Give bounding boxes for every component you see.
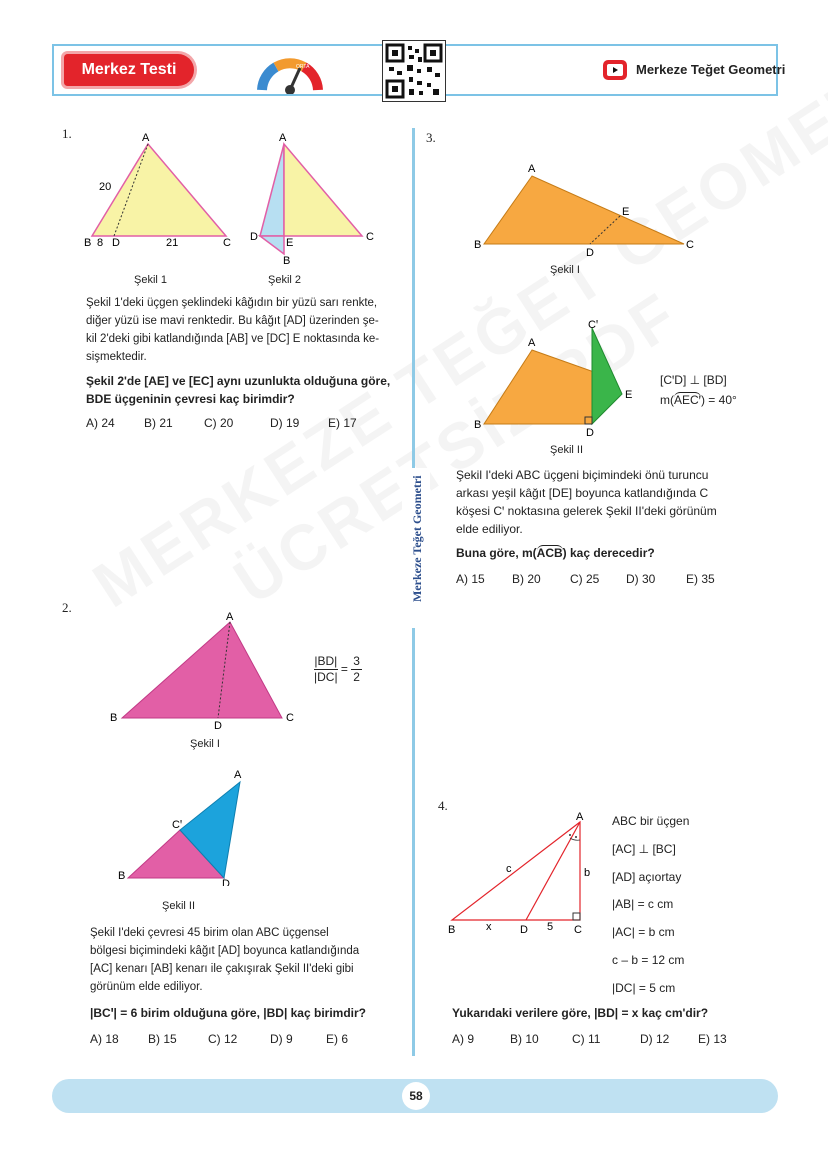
gauge-text: ORTA [296, 64, 310, 70]
q2-ratio-eq: = [340, 662, 348, 676]
q2-text-line: bölgesi biçimindeki kâğıt [AD] boyunca katlandığında [90, 945, 360, 957]
side-title-text: Merkeze Teğet Geometri [410, 475, 424, 602]
q2-question: |BCꞌ| = 6 birim olduğuna göre, |BD| kaç birimdir? [90, 1006, 366, 1020]
q1-option-a[interactable]: A) 24 [86, 416, 115, 430]
q3-fig2-caption: Şekil II [550, 444, 584, 456]
q1-label-20: 20 [99, 181, 112, 193]
q3-fig1 [470, 158, 710, 262]
q1-fig2-bde [260, 236, 284, 254]
q3-given-2 [660, 390, 737, 410]
q3-text-line: elde ediliyor. [456, 522, 523, 536]
q1-question [86, 372, 406, 408]
q4-option-b[interactable]: B) 10 [510, 1032, 539, 1046]
channel-name: Merkeze Teğet Geometri [636, 62, 786, 77]
q2-text-line: [AC] kenarı [AB] kenarı ile çakışırak Şekil II'deki gibi [90, 963, 354, 975]
q4-label-b: B [448, 924, 456, 936]
q3-fig2-label-d: D [586, 427, 594, 438]
q4-given: |DC| = 5 cm [612, 980, 676, 995]
q2-option-c[interactable]: C) 12 [208, 1032, 238, 1046]
q2-option-b[interactable]: B) 15 [148, 1032, 177, 1046]
q3-label-e: E [622, 206, 630, 218]
q2-fig1-caption: Şekil I [190, 738, 220, 750]
q2-fig2-label-c: Cꞌ [172, 819, 183, 831]
q3-fig2-label-b: B [474, 419, 482, 431]
q3-question [456, 544, 776, 562]
q3-question-pre: Buna göre, m( [456, 546, 537, 560]
q2-fig2-caption: Şekil II [162, 900, 196, 912]
q1-fig2-yellow-part [284, 144, 362, 236]
q2-label-b: B [110, 712, 118, 724]
q3-label-b: B [474, 239, 482, 251]
q3-option-b[interactable]: B) 20 [512, 572, 541, 586]
youtube-icon[interactable] [602, 58, 628, 82]
q4-given: [AC] ⊥ [BC] [612, 841, 676, 856]
q1-label-c: C [223, 237, 231, 249]
q2-options [90, 1032, 400, 1048]
q1-text-line: sişmektedir. [86, 351, 147, 363]
q4-label-c-side: c [506, 863, 512, 875]
q3-fig1-caption: Şekil I [550, 264, 580, 276]
q4-option-a[interactable]: A) 9 [452, 1032, 475, 1046]
q3-options [456, 572, 756, 588]
q3-fig2-label-c: Cꞌ [588, 319, 599, 331]
q3-label-a: A [528, 163, 536, 175]
q4-label-c: C [574, 924, 582, 936]
q1-number: 1. [62, 126, 72, 141]
q3-label-d: D [586, 247, 594, 259]
q3-option-e[interactable]: E) 35 [686, 572, 715, 586]
q2-label-c: C [286, 712, 294, 724]
q1-option-d[interactable]: D) 19 [270, 416, 300, 430]
q1-label-b: B [84, 237, 92, 249]
side-title [402, 468, 430, 628]
q4-triangle [452, 822, 580, 920]
q2-ratio-val-num: 3 [353, 654, 360, 668]
q1-option-c[interactable]: C) 20 [204, 416, 234, 430]
q2-fig2-label-d: D [222, 878, 230, 886]
q4-option-d[interactable]: D) 12 [640, 1032, 670, 1046]
q2-fig2-label-a: A [234, 769, 242, 781]
q1-option-e[interactable]: E) 17 [328, 416, 357, 430]
q1-question-line: BDE üçgeninin çevresi kaç birimdir? [86, 392, 295, 406]
q2-fig1 [108, 608, 308, 738]
q3-fig2-orange [484, 350, 594, 424]
q4-question: Yukarıdaki verilere göre, |BD| = x kaç cm'dir? [452, 1006, 709, 1020]
q4-given: |AB| = c cm [612, 897, 674, 912]
q4-label-a: A [576, 811, 584, 823]
q3-given-2-post: ) = 40° [700, 393, 737, 407]
q3-fig2-green [592, 328, 622, 424]
q4-label-d: D [520, 924, 528, 936]
q3-number: 3. [426, 130, 436, 145]
q3-option-a[interactable]: A) 15 [456, 572, 485, 586]
q1-option-b[interactable]: B) 21 [144, 416, 173, 430]
q4-option-c[interactable]: C) 11 [572, 1032, 601, 1046]
q1-fig2-label-a: A [279, 132, 287, 144]
qr-code-icon [383, 41, 445, 101]
q2-label-d: D [214, 720, 222, 732]
q1-fig1-caption: Şekil 1 [134, 274, 168, 286]
q1-question-line: Şekil 2'de [AE] ve [EC] aynı uzunlukta olduğuna göre, [86, 374, 391, 388]
q2-option-a[interactable]: A) 18 [90, 1032, 119, 1046]
q1-options [86, 416, 396, 432]
q4-options [452, 1032, 752, 1048]
q4-given: |AC| = b cm [612, 925, 675, 940]
q3-fig2-label-e: E [625, 389, 633, 401]
q4-given: c – b = 12 cm [612, 952, 685, 967]
q3-given-2-arc: AECꞌ [674, 393, 701, 407]
q3-option-d[interactable]: D) 30 [626, 572, 656, 586]
q2-fig2-label-b: B [118, 870, 126, 882]
q2-ratio-den: |DC| [314, 670, 338, 684]
q2-ratio [314, 654, 362, 685]
q1-label-a: A [142, 132, 150, 144]
q4-label-b-side: b [584, 867, 591, 879]
q3-fig2 [470, 318, 640, 438]
q1-label-8: 8 [97, 237, 104, 249]
q1-fig2-label-e: E [286, 237, 294, 249]
q4-number: 4. [438, 798, 448, 813]
q1-fig2-label-c: C [366, 231, 374, 243]
q1-fig2-blue-part [260, 144, 284, 236]
q3-fig2-label-a: A [528, 337, 536, 349]
q3-question-post: ) kaç derecedir? [562, 546, 655, 560]
q2-ratio-num: |BD| [314, 654, 338, 668]
q1-text-line: diğer yüzü ise mavi renktedir. Bu kâğıt [AD] üzerinden şe- [86, 315, 379, 327]
q3-given-1: [CꞌD] ⊥ [BD] [660, 373, 727, 387]
qr-code[interactable] [382, 40, 446, 102]
page-number: 58 [402, 1082, 430, 1110]
q1-fig1-triangle [92, 144, 226, 236]
q3-givens [660, 370, 737, 410]
q4-given: [AD] açıortay [612, 869, 682, 884]
q3-text-line: Şekil I'deki ABC üçgeni biçimindeki önü turuncu [456, 468, 709, 482]
q3-option-c[interactable]: C) 25 [570, 572, 600, 586]
q3-fig1-triangle [484, 176, 684, 244]
q2-text [90, 924, 400, 996]
q2-option-e[interactable]: E) 6 [326, 1032, 349, 1046]
difficulty-gauge-icon [256, 54, 324, 94]
q2-fig1-triangle [122, 622, 282, 718]
q1-text-line: kil 2'deki gibi katlandığında [AB] ve [DC] E noktasında ke- [86, 333, 380, 345]
q1-text [86, 294, 396, 366]
q3-text-line: arkası yeşil kâğıt [DE] boyunca katlandığında C [456, 486, 709, 500]
q2-label-a: A [226, 611, 234, 623]
q2-ratio-val-den: 2 [353, 670, 360, 684]
q1-text-line: Şekil 1'deki üçgen şeklindeki kâğıdın bir yüzü sarı renkte, [86, 297, 378, 309]
q4-label-x: x [486, 921, 492, 933]
q2-option-d[interactable]: D) 9 [270, 1032, 293, 1046]
q2-number: 2. [62, 600, 72, 615]
q1-label-21: 21 [166, 237, 179, 249]
q3-text [456, 466, 776, 538]
q1-fig2-caption: Şekil 2 [268, 274, 302, 286]
q4-option-e[interactable]: E) 13 [698, 1032, 727, 1046]
q1-figures [80, 128, 380, 274]
q4-label-5: 5 [547, 921, 554, 933]
q2-fig2 [116, 766, 256, 886]
q3-given-2-pre: m( [660, 393, 674, 407]
q4-given: ABC bir üçgen [612, 814, 690, 828]
q1-fig2-label-b: B [283, 255, 291, 267]
q3-question-arc: ACB [536, 546, 563, 560]
q4-figure [444, 808, 604, 938]
q1-fig2-label-d: D [250, 231, 258, 243]
q2-text-line: Şekil I'deki çevresi 45 birim olan ABC üçgensel [90, 927, 329, 939]
q2-text-line: görünüm elde ediliyor. [90, 981, 203, 993]
q4-givens [612, 808, 689, 1003]
q1-label-d: D [112, 237, 120, 249]
q3-label-c: C [686, 239, 694, 251]
q3-text-line: köşesi Cꞌ noktasına gelerek Şekil II'deki görünüm [456, 504, 717, 518]
test-badge: Merkez Testi [64, 54, 194, 86]
